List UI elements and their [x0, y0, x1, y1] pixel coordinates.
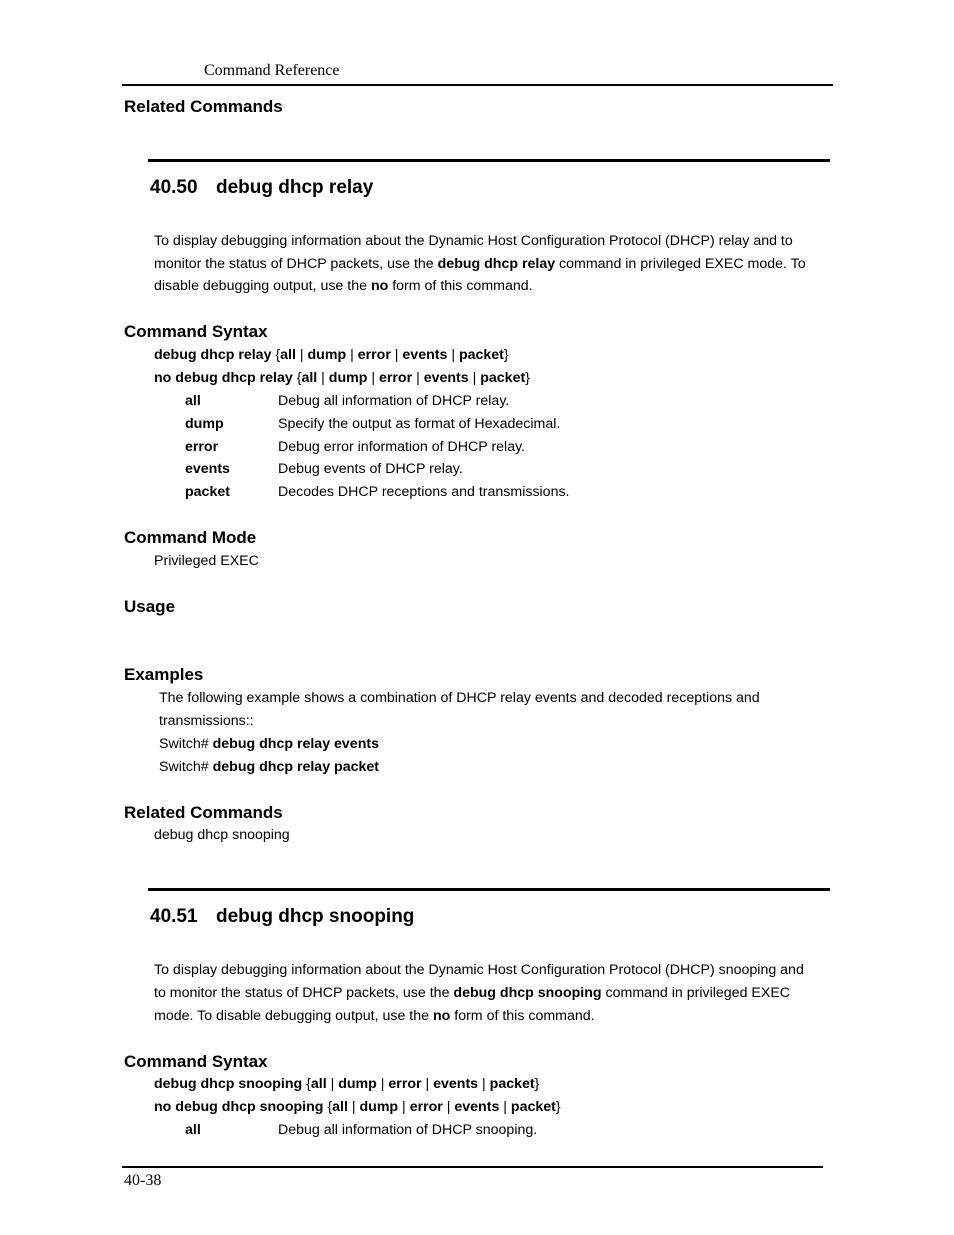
param-keyword: all	[185, 1122, 201, 1138]
syntax-line: debug dhcp snooping {all | dump | error | events | packet}	[154, 1076, 540, 1092]
example-text: The following example shows a combination of DHCP relay events and decoded receptions and	[159, 690, 760, 706]
param-description: Debug events of DHCP relay.	[278, 461, 463, 477]
param-keyword: dump	[185, 416, 224, 432]
command-syntax-heading: Command Syntax	[124, 1052, 268, 1071]
section-name: debug dhcp snooping	[216, 906, 415, 927]
intro-line: To display debugging information about the Dynamic Host Configuration Protocol (DHCP) snooping and	[154, 962, 804, 978]
section-title	[150, 906, 414, 928]
intro-line: monitor the status of DHCP packets, use the debug dhcp relay command in privileged EXEC mode. To	[154, 256, 806, 272]
param-description: Decodes DHCP receptions and transmissions.	[278, 484, 570, 500]
footer-rule	[122, 1166, 823, 1168]
related-commands-heading: Related Commands	[124, 803, 283, 822]
param-keyword: packet	[185, 484, 230, 500]
command-syntax-heading: Command Syntax	[124, 322, 268, 341]
param-row	[185, 416, 685, 436]
param-row	[185, 1122, 685, 1142]
command-mode-value: Privileged EXEC	[154, 553, 259, 569]
header-rule	[122, 84, 833, 86]
example-text: transmissions::	[159, 713, 254, 729]
syntax-line: no debug dhcp snooping {all | dump | error | events | packet}	[154, 1099, 561, 1115]
section-name: debug dhcp relay	[216, 177, 374, 198]
intro-line: mode. To disable debugging output, use the no form of this command.	[154, 1008, 595, 1024]
param-row	[185, 439, 685, 459]
example-command: Switch# debug dhcp relay events	[159, 736, 379, 752]
param-row	[185, 393, 685, 413]
related-commands-heading: Related Commands	[124, 97, 283, 116]
usage-heading: Usage	[124, 597, 176, 616]
param-row	[185, 484, 685, 504]
param-row	[185, 461, 685, 481]
example-command: Switch# debug dhcp relay packet	[159, 759, 379, 775]
intro-line: disable debugging output, use the no form of this command.	[154, 278, 533, 294]
param-keyword: error	[185, 439, 219, 455]
section-number: 40.51	[150, 906, 198, 927]
command-mode-heading: Command Mode	[124, 528, 257, 547]
param-description: Debug all information of DHCP relay.	[278, 393, 510, 409]
param-keyword: all	[185, 393, 201, 409]
section-number: 40.50	[150, 177, 198, 198]
param-description: Debug all information of DHCP snooping.	[278, 1122, 538, 1138]
param-keyword: events	[185, 461, 230, 477]
examples-heading: Examples	[124, 665, 204, 684]
syntax-line: no debug dhcp relay {all | dump | error | events | packet}	[154, 370, 530, 386]
running-header: Command Reference	[204, 62, 340, 79]
related-command: debug dhcp snooping	[154, 827, 290, 843]
param-description: Debug error information of DHCP relay.	[278, 439, 526, 455]
param-description: Specify the output as format of Hexadecimal.	[278, 416, 561, 432]
intro-line: to monitor the status of DHCP packets, use the debug dhcp snooping command in privileged EXEC	[154, 985, 791, 1001]
section-rule	[148, 888, 830, 891]
section-title	[150, 177, 373, 199]
page-number: 40-38	[124, 1172, 162, 1189]
syntax-line: debug dhcp relay {all | dump | error | events | packet}	[154, 347, 509, 363]
intro-line: To display debugging information about the Dynamic Host Configuration Protocol (DHCP) relay and to	[154, 233, 793, 249]
section-rule	[148, 159, 830, 162]
